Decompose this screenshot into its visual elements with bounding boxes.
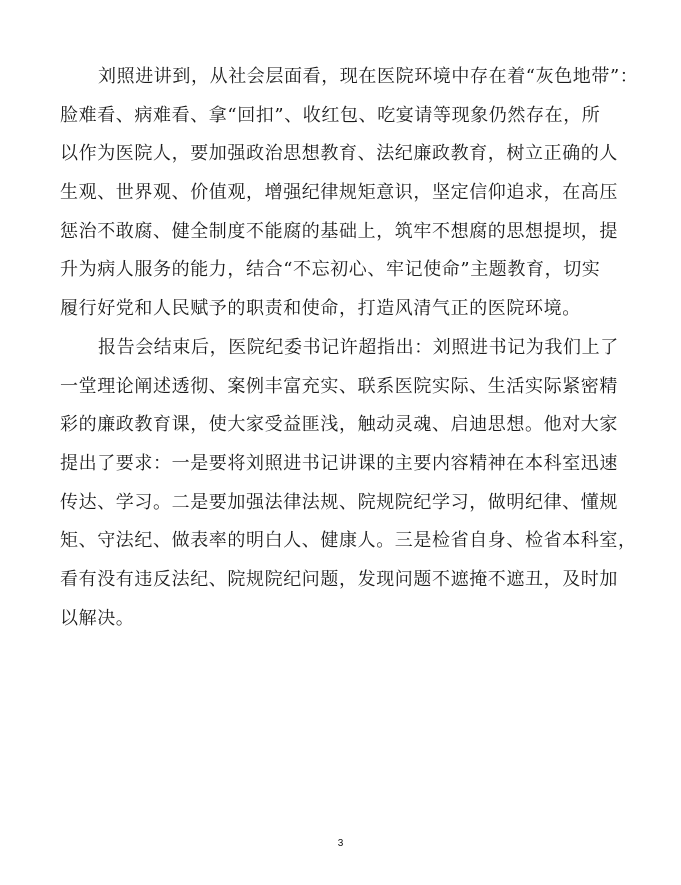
text-line: 脸难看、病难看、拿“回扣”、收红包、吃宴请等现象仍然存在，所 xyxy=(60,104,601,126)
text-line: 看有没有违反法纪、院规院纪问题，发现问题不遮掩不遮丑，及时加 xyxy=(60,568,618,590)
text-line: 履行好党和人民赋予的职责和使命，打造风清气正的医院环境。 xyxy=(60,298,581,320)
text-line: 传达、学习。二是要加强法律法规、院规院纪学习，做明纪律、懂规 xyxy=(60,491,618,513)
body-text xyxy=(60,58,639,638)
paragraph-2 xyxy=(60,329,637,639)
paragraph-1 xyxy=(60,58,639,329)
text-line: 彩的廉政教育课，使大家受益匪浅，触动灵魂、启迪思想。他对大家 xyxy=(60,414,618,436)
text-line: 以解决。 xyxy=(60,607,135,629)
text-line: 提出了要求：一是要将刘照进书记讲课的主要内容精神在本科室迅速 xyxy=(60,452,618,474)
text-line: 一堂理论阐述透彻、案例丰富充实、联系医院实际、生活实际紧密精 xyxy=(60,375,618,397)
text-line: 刘照进讲到，从社会层面看，现在医院环境中存在着“灰色地带”： xyxy=(98,66,639,87)
text-line: 惩治不敢腐、健全制度不能腐的基础上，筑牢不想腐的思想提坝，提 xyxy=(60,220,618,242)
text-line: 生观、世界观、价值观，增强纪律规矩意识，坚定信仰追求，在高压 xyxy=(60,182,618,204)
text-line: 以作为医院人，要加强政治思想教育、法纪廉政教育，树立正确的人 xyxy=(60,143,618,165)
text-line: 报告会结束后，医院纪委书记许超指出：刘照进书记为我们上了 xyxy=(98,336,619,358)
page-number: 3 xyxy=(337,838,344,849)
text-line: 升为病人服务的能力，结合“不忘初心、牢记使命”主题教育，切实 xyxy=(60,259,601,281)
text-line: 矩、守法纪、做表率的明白人、健康人。三是检省自身、检省本科室， xyxy=(60,530,637,552)
